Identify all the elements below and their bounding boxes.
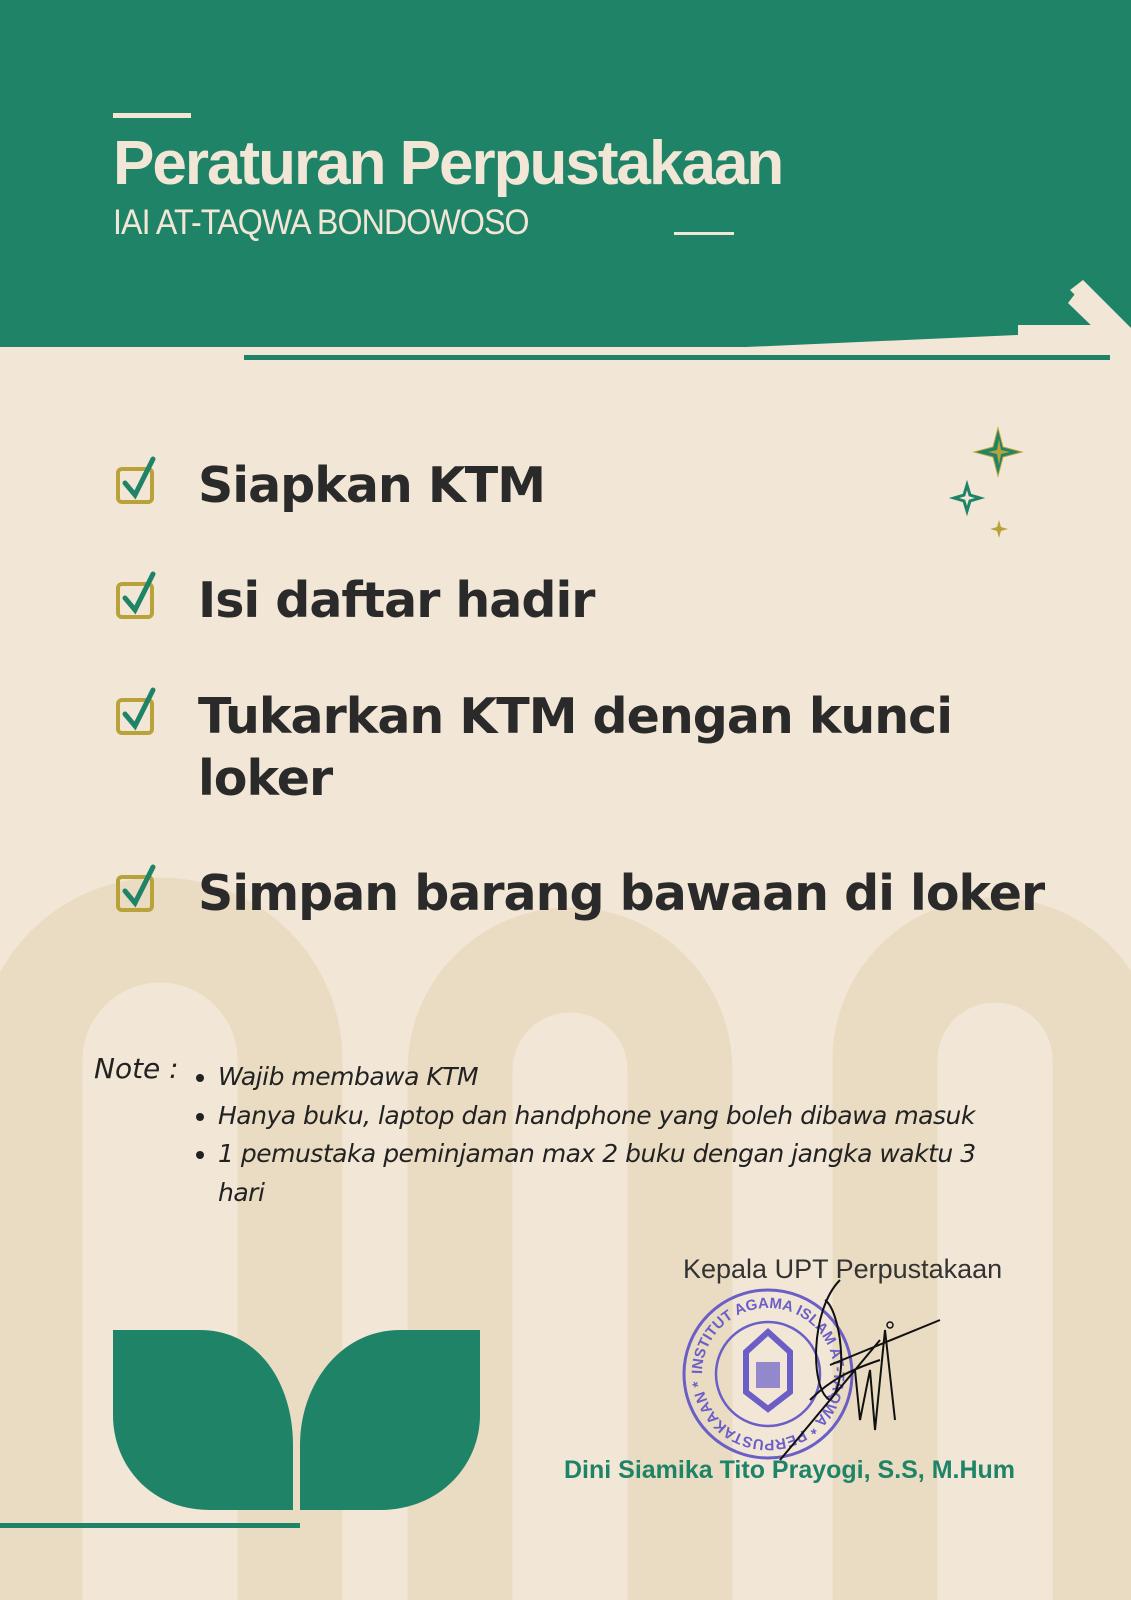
signatory-position: Kepala UPT Perpustakaan (683, 1254, 1003, 1284)
checkbox-checked-icon (115, 455, 160, 510)
page-title: Peraturan Perpustakaan (113, 129, 783, 198)
signatory-name: Dini Siamika Tito Prayogi, S.S, M.Hum (564, 1456, 1016, 1484)
note-item: • 1 pemustaka peminjaman max 2 buku dengan jangka waktu 3 hari (218, 1135, 978, 1212)
sparkle-stars-icon (945, 425, 1035, 545)
note-list (190, 1058, 978, 1212)
rule-text: Tukarkan KTM dengan kunci loker (198, 688, 953, 807)
rule-text: Simpan barang bawaan di loker (198, 865, 1045, 922)
rule-item (115, 686, 995, 810)
decorative-rule (674, 232, 734, 235)
rule-item (115, 570, 594, 632)
note-item: • Wajib membawa KTM (218, 1058, 978, 1097)
checkbox-checked-icon (115, 863, 160, 918)
note-label: Note : (94, 1052, 179, 1085)
stamp-text: INSTITUT AGAMA ISLAM AT-TAQWA * PERPUSTAKAAN * (688, 1294, 848, 1454)
note-item: • Hanya buku, laptop dan handphone yang boleh dibawa masuk (218, 1097, 978, 1136)
checkbox-checked-icon (115, 686, 160, 741)
leaf-decoration (0, 1325, 500, 1535)
header-corner-decoration (0, 270, 1131, 380)
rule-item (115, 455, 545, 517)
rule-item (115, 863, 1044, 925)
checkbox-checked-icon (115, 570, 160, 625)
rule-text: Siapkan KTM (198, 457, 545, 514)
signature-scribble (770, 1270, 950, 1470)
page-subtitle: IAI AT-TAQWA BONDOWOSO (113, 203, 529, 242)
decorative-rule (113, 113, 191, 118)
rule-text: Isi daftar hadir (198, 572, 595, 629)
